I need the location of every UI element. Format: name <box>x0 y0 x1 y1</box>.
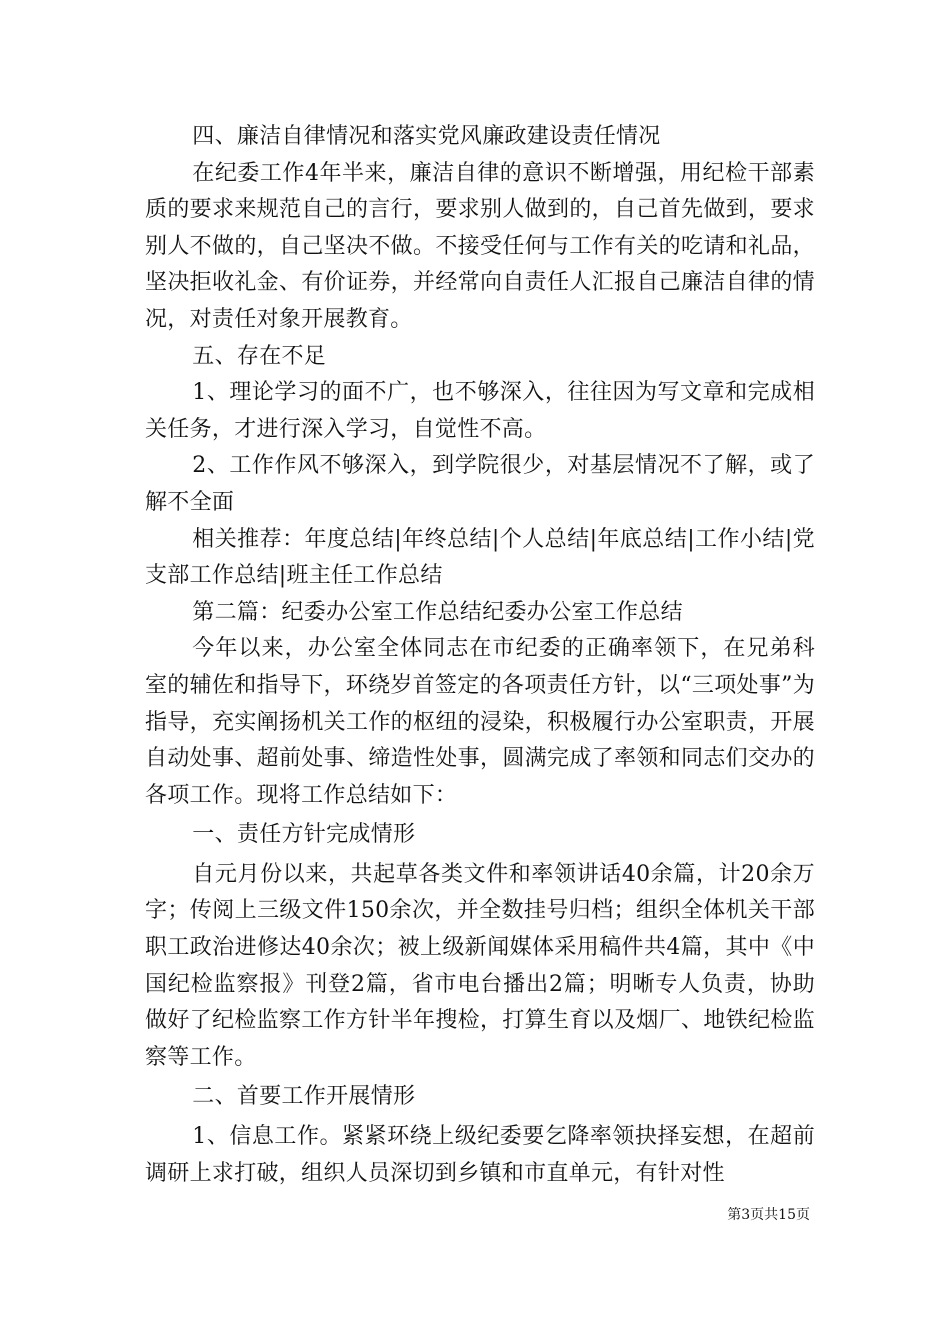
paragraph-related-links: 相关推荐：年度总结|年终总结|个人总结|年底总结|工作小结|党支部工作总结|班主任工作总结 <box>145 526 815 589</box>
paragraph-shortcoming-2: 2、工作作风不够深入，到学院很少，对基层情况不了解，或了解不全面 <box>145 453 815 515</box>
page-number-footer: 第3页共15页 <box>727 1207 810 1223</box>
chapter-heading-second: 第二篇：纪委办公室工作总结纪委办公室工作总结 <box>192 599 683 625</box>
section-heading-goals: 一、责任方针完成情形 <box>192 822 416 848</box>
section-heading-integrity: 四、廉洁自律情况和落实党风廉政建设责任情况 <box>192 124 661 149</box>
paragraph-goals: 自元月份以来，共起草各类文件和率领讲话40余篇，计20余万字；传阅上三级文件150余次，并全数挂号归档；组织全体机关干部职工政治进修达40余次；被上级新闻媒体采用稿件共4篇，其中《中国纪检监察报》刊登2篇，省市电台播出2篇；明晰专人负责，协助做好了纪检监察工作方针半年搜检，打算生育以及烟厂、地铁纪检监察等工作。 <box>145 861 815 1070</box>
paragraph-intro: 今年以来，办公室全体同志在市纪委的正确率领下，在兄弟科室的辅佐和指导下，环绕岁首签定的各项责任方针，以“三项处事”为指导，充实阐扬机关工作的枢纽的浸染，积极履行办公室职责，开展自动处事、超前处事、缔造性处事，圆满完成了率领和同志们交办的各项工作。现将工作总结如下： <box>145 636 815 808</box>
paragraph-shortcoming-1: 1、理论学习的面不广，也不够深入，往往因为写文章和完成相关任务，才进行深入学习，自觉性不高。 <box>145 380 815 442</box>
paragraph-info-work: 1、信息工作。紧紧环绕上级纪委要乞降率领抉择妄想，在超前调研上求打破，组织人员深切到乡镇和市直单元，有针对性 <box>145 1124 815 1186</box>
section-heading-main-work: 二、首要工作开展情形 <box>192 1084 416 1110</box>
section-heading-shortcomings: 五、存在不足 <box>192 343 327 369</box>
document-body <box>145 119 815 1192</box>
paragraph-integrity: 在纪委工作4年半来，廉洁自律的意识不断增强，用纪检干部素质的要求来规范自己的言行，要求别人做到的，自己首先做到，要求别人不做的，自己坚决不做。不接受任何与工作有关的吃请和礼品，坚决拒收礼金、有价证券，并经常向自责任人汇报自己廉洁自律的情况，对责任对象开展教育。 <box>145 160 815 332</box>
